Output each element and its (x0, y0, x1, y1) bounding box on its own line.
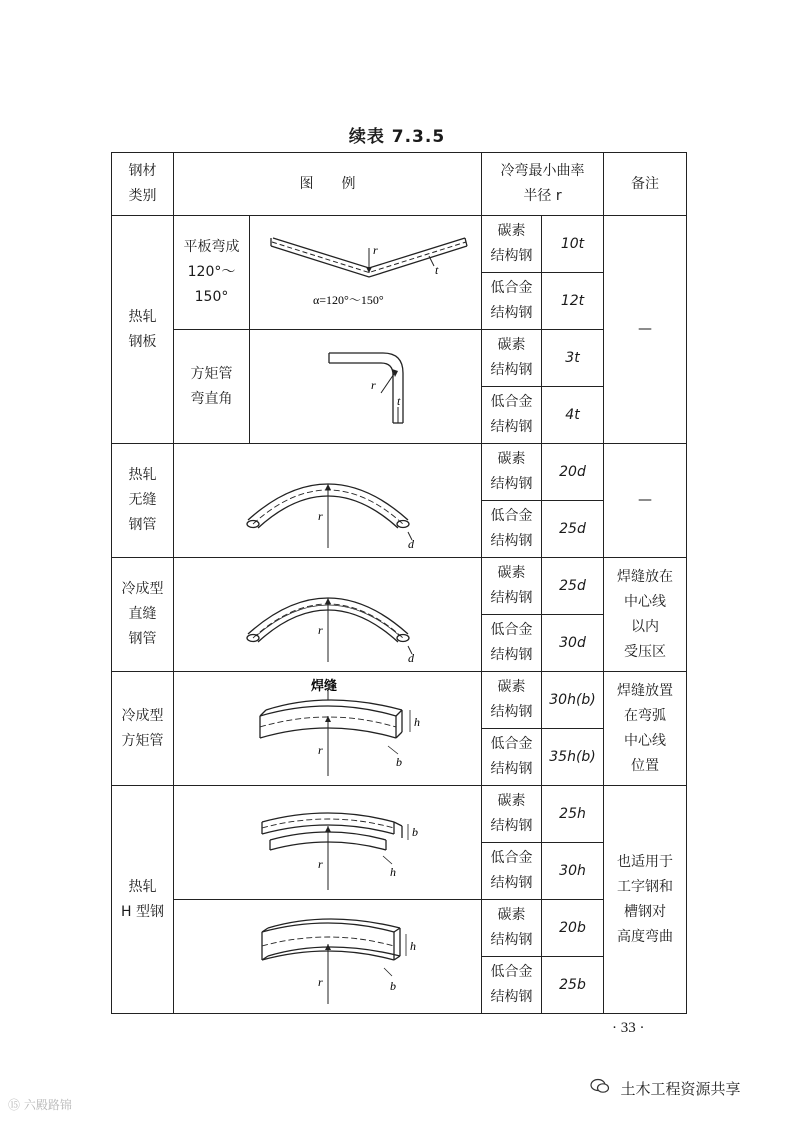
steel-type-cell (482, 729, 542, 786)
table-row (112, 444, 687, 501)
bending-radius-table (111, 152, 687, 1014)
steel-type-cell (482, 216, 542, 273)
width-label: b (411, 825, 418, 839)
steel-type-line: 低合金 (490, 964, 533, 980)
radius-label: r (317, 623, 323, 637)
steel-type-line: 结构钢 (490, 305, 533, 321)
table-row (112, 786, 687, 843)
steel-type-line: 结构钢 (490, 533, 533, 549)
radius-value: 35h(b) (542, 729, 604, 786)
category-line: 冷成型 (121, 707, 164, 724)
angle-label: α=120°～150° (312, 292, 384, 307)
category-line: 热轧 (128, 878, 157, 895)
category-cell (112, 216, 174, 444)
sub-category-line: 弯直角 (190, 390, 233, 407)
width-label: b (395, 755, 402, 769)
note-line: 中心线 (624, 732, 666, 749)
note-cell (604, 216, 687, 444)
steel-type-line: 结构钢 (490, 818, 533, 834)
steel-type-line: 碳素 (497, 451, 526, 467)
steel-type-line: 低合金 (490, 736, 533, 752)
steel-type-line: 结构钢 (490, 362, 533, 378)
radius-value: 30h (542, 843, 604, 900)
sub-category-line: 方矩管 (190, 365, 233, 382)
steel-type-cell (482, 900, 542, 957)
watermark-right-text: 土木工程资源共享 (620, 1080, 741, 1098)
category-cell (112, 444, 174, 558)
note-cell (604, 558, 687, 672)
radius-value: 25b (542, 957, 604, 1014)
table-row (112, 672, 687, 729)
table-row (112, 558, 687, 615)
steel-type-line: 结构钢 (490, 761, 533, 777)
steel-type-cell (482, 558, 542, 615)
page-number: · 33 · (612, 1020, 645, 1036)
watermark-right (590, 1078, 740, 1099)
note-line: — (638, 321, 652, 337)
table-row (112, 900, 687, 957)
rect-tube-arc-diagram-icon (178, 676, 478, 781)
height-label: h (413, 715, 420, 729)
sub-category-line: 平板弯成 (183, 239, 240, 255)
note-line: 焊缝放置 (617, 682, 673, 699)
steel-type-cell (482, 273, 542, 330)
steel-type-cell (482, 615, 542, 672)
category-line: 方矩管 (121, 732, 164, 749)
welded-tube-arc-diagram-icon (178, 562, 478, 667)
h-beam-strong-axis-diagram-icon (178, 904, 478, 1009)
steel-type-line: 碳素 (497, 565, 526, 581)
height-label: h (389, 865, 396, 879)
diameter-label: d (407, 651, 414, 665)
header-category-line: 钢材 (128, 163, 157, 179)
radius-value: 30h(b) (542, 672, 604, 729)
width-label: b (389, 979, 396, 993)
steel-type-cell (482, 672, 542, 729)
header-figure: 图 例 (174, 153, 482, 216)
watermark-left: ⑮ 六殿路锦 (8, 1098, 72, 1112)
category-line: 钢管 (128, 631, 157, 647)
note-cell (604, 672, 687, 786)
steel-type-line: 结构钢 (490, 989, 533, 1005)
weld-label: 焊缝 (310, 679, 337, 694)
note-line: 也适用于 (617, 853, 673, 870)
radius-value: 25d (542, 558, 604, 615)
steel-type-line: 低合金 (490, 622, 533, 638)
note-line: 受压区 (624, 643, 666, 660)
steel-type-cell (482, 957, 542, 1014)
category-line: 热轧 (128, 308, 157, 325)
figure-cell (174, 444, 482, 558)
radius-value: 3t (542, 330, 604, 387)
table-row (112, 330, 687, 387)
steel-type-line: 结构钢 (490, 419, 533, 435)
header-note: 备注 (604, 153, 687, 216)
category-line: H 型钢 (121, 903, 164, 920)
sub-category-cell (174, 216, 250, 330)
radius-value: 25d (542, 501, 604, 558)
figure-cell (250, 216, 482, 330)
figure-cell (250, 330, 482, 444)
radius-value: 20b (542, 900, 604, 957)
steel-type-line: 结构钢 (490, 248, 533, 264)
wechat-icon (590, 1082, 614, 1098)
radius-value: 20d (542, 444, 604, 501)
header-category (112, 153, 174, 216)
note-line: 在弯弧 (624, 707, 666, 724)
category-cell (112, 558, 174, 672)
category-line: 热轧 (128, 467, 157, 483)
figure-cell (174, 786, 482, 900)
category-line: 钢板 (128, 333, 157, 350)
steel-type-line: 低合金 (490, 508, 533, 524)
sub-category-line: 120°～150° (187, 264, 236, 305)
thickness-label: t (434, 262, 438, 277)
header-category-line: 类别 (128, 188, 157, 204)
note-line: 高度弯曲 (617, 928, 673, 945)
height-label: h (409, 939, 416, 953)
figure-cell (174, 672, 482, 786)
bent-plate-diagram-icon (251, 218, 481, 328)
seamless-tube-arc-diagram-icon (178, 448, 478, 553)
steel-type-line: 碳素 (497, 223, 526, 239)
steel-type-line: 结构钢 (490, 704, 533, 720)
note-line: 位置 (631, 757, 659, 774)
category-cell (112, 672, 174, 786)
steel-type-cell (482, 444, 542, 501)
steel-type-cell (482, 843, 542, 900)
category-line: 直缝 (128, 606, 157, 622)
table-row (112, 216, 687, 273)
steel-type-line: 结构钢 (490, 476, 533, 492)
header-row (112, 153, 687, 216)
table-title: 续表 7.3.5 (348, 127, 446, 147)
diameter-label: d (407, 537, 414, 551)
steel-type-line: 结构钢 (490, 875, 533, 891)
steel-type-cell (482, 501, 542, 558)
note-line: 槽钢对 (624, 903, 666, 920)
radius-label: r (317, 509, 323, 523)
steel-type-cell (482, 387, 542, 444)
steel-type-line: 低合金 (490, 850, 533, 866)
steel-type-cell (482, 330, 542, 387)
category-line: 钢管 (128, 517, 157, 533)
radius-label: r (372, 242, 378, 257)
radius-label: r (370, 377, 376, 392)
category-line: 冷成型 (121, 581, 164, 597)
h-beam-weak-axis-diagram-icon (178, 790, 478, 895)
note-line: 中心线 (624, 593, 666, 610)
thickness-label: t (396, 393, 400, 408)
sub-category-cell (174, 330, 250, 444)
steel-type-line: 结构钢 (490, 647, 533, 663)
radius-value: 30d (542, 615, 604, 672)
category-line: 无缝 (128, 492, 157, 508)
steel-type-cell (482, 786, 542, 843)
steel-type-line: 碳素 (497, 793, 526, 809)
steel-type-line: 碳素 (497, 337, 526, 353)
note-line: 焊缝放在 (617, 568, 673, 585)
header-radius-line: 半径 r (523, 188, 562, 204)
steel-type-line: 低合金 (490, 280, 533, 296)
note-cell (604, 444, 687, 558)
note-cell (604, 786, 687, 1014)
radius-label: r (317, 975, 323, 989)
steel-type-line: 碳素 (497, 679, 526, 695)
header-radius-line: 冷弯最小曲率 (500, 163, 585, 179)
radius-value: 25h (542, 786, 604, 843)
category-cell (112, 786, 174, 1014)
square-tube-right-angle-diagram-icon (251, 333, 481, 441)
radius-value: 10t (542, 216, 604, 273)
note-line: — (638, 492, 652, 508)
figure-cell (174, 558, 482, 672)
radius-label: r (317, 743, 323, 757)
radius-value: 4t (542, 387, 604, 444)
note-line: 以内 (631, 618, 659, 635)
radius-label: r (317, 857, 323, 871)
header-radius (482, 153, 604, 216)
note-line: 工字钢和 (617, 878, 673, 895)
radius-value: 12t (542, 273, 604, 330)
steel-type-line: 结构钢 (490, 932, 533, 948)
steel-type-line: 结构钢 (490, 590, 533, 606)
steel-type-line: 碳素 (497, 907, 526, 923)
figure-cell (174, 900, 482, 1014)
steel-type-line: 低合金 (490, 394, 533, 410)
